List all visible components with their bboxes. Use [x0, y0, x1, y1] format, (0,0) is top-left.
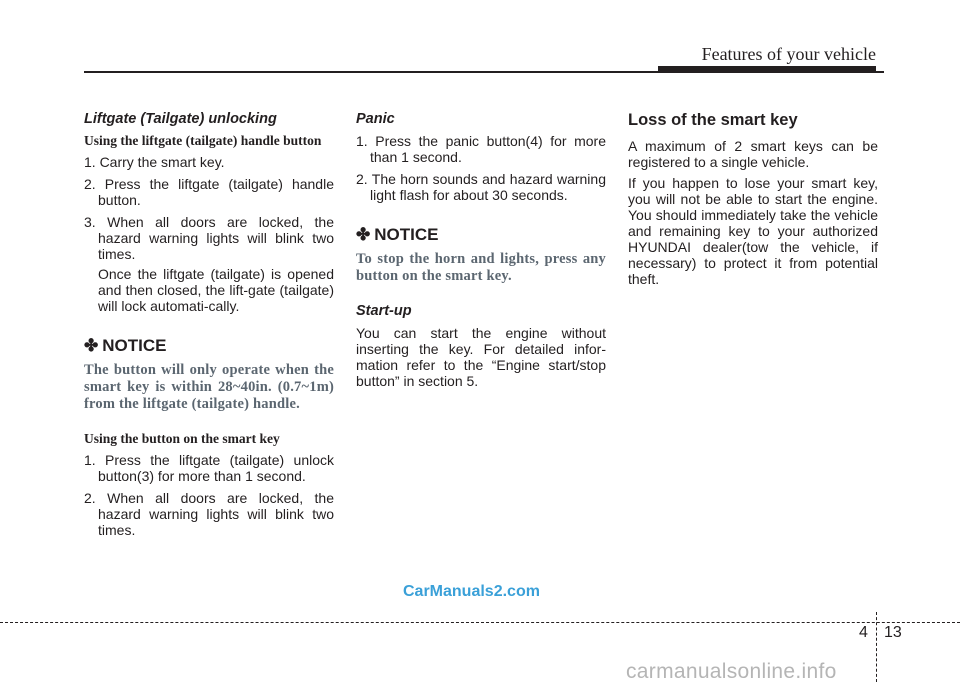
subheading-smart-key-button: Using the button on the smart key: [84, 431, 280, 446]
list-item: 2. When all doors are locked, the hazard warning lights will blink two times.: [84, 490, 334, 538]
cross-star-icon: ✤: [356, 225, 371, 244]
watermark-top: CarManuals2.com: [403, 583, 540, 600]
list-item: 3. When all doors are locked, the hazard warning lights will blink two times.: [84, 214, 334, 262]
list-item: 2. The horn sounds and hazard warning light flash for about 30 seconds.: [356, 171, 606, 203]
notice-text: The button will only operate when the smart key is within 28~40in. (0.7~1m) from the liftgate (tailgate) handle.: [84, 362, 334, 412]
loss-text-2: If you happen to lose your smart key, you will not be able to start the engine. You should immediately take the vehicle and remaining key to your authorized HYUNDAI dealer(tow the vehicle, if necessary) to protect it from potential theft.: [628, 175, 878, 287]
subheading-handle-button: Using the liftgate (tailgate) handle button: [84, 133, 322, 148]
column-3: [628, 108, 878, 292]
notice-heading: ✤ NOTICE: [84, 336, 167, 355]
section-heading-start-up: Start-up: [356, 303, 412, 319]
watermark-bottom: carmanualsonline.info: [626, 660, 837, 683]
header-rule: [84, 71, 884, 73]
list-item-continuation: Once the liftgate (tailgate) is opened and then closed, the lift-gate (tailgate) will lock automati-cally.: [98, 266, 334, 314]
column-1: [84, 108, 334, 544]
section-heading-loss: Loss of the smart key: [628, 111, 798, 129]
loss-text-1: A maximum of 2 smart keys can be registered to a single vehicle.: [628, 138, 878, 170]
list-item: 1. Press the liftgate (tailgate) unlock button(3) for more than 1 second.: [84, 452, 334, 484]
cross-star-icon: ✤: [84, 336, 99, 355]
section-heading-panic: Panic: [356, 111, 395, 127]
start-up-text: You can start the engine without inserting the key. For detailed infor-mation refer to the “Engine start/stop button” in section 5.: [356, 325, 606, 389]
notice-text: To stop the horn and lights, press any button on the smart key.: [356, 251, 606, 284]
footer-dashed-rule: [0, 622, 960, 623]
notice-heading: ✤ NOTICE: [356, 225, 439, 244]
page-number: 13: [884, 624, 902, 641]
list-item: 1. Press the panic button(4) for more than 1 second.: [356, 133, 606, 165]
chapter-number: 4: [859, 624, 868, 641]
footer-page-divider: [876, 612, 877, 682]
column-2: [356, 108, 606, 394]
list-item: 2. Press the liftgate (tailgate) handle button.: [84, 176, 334, 208]
list-item: 1. Carry the smart key.: [84, 154, 225, 170]
section-heading-liftgate: Liftgate (Tailgate) unlocking: [84, 111, 277, 127]
page-header-title: Features of your vehicle: [701, 44, 876, 64]
